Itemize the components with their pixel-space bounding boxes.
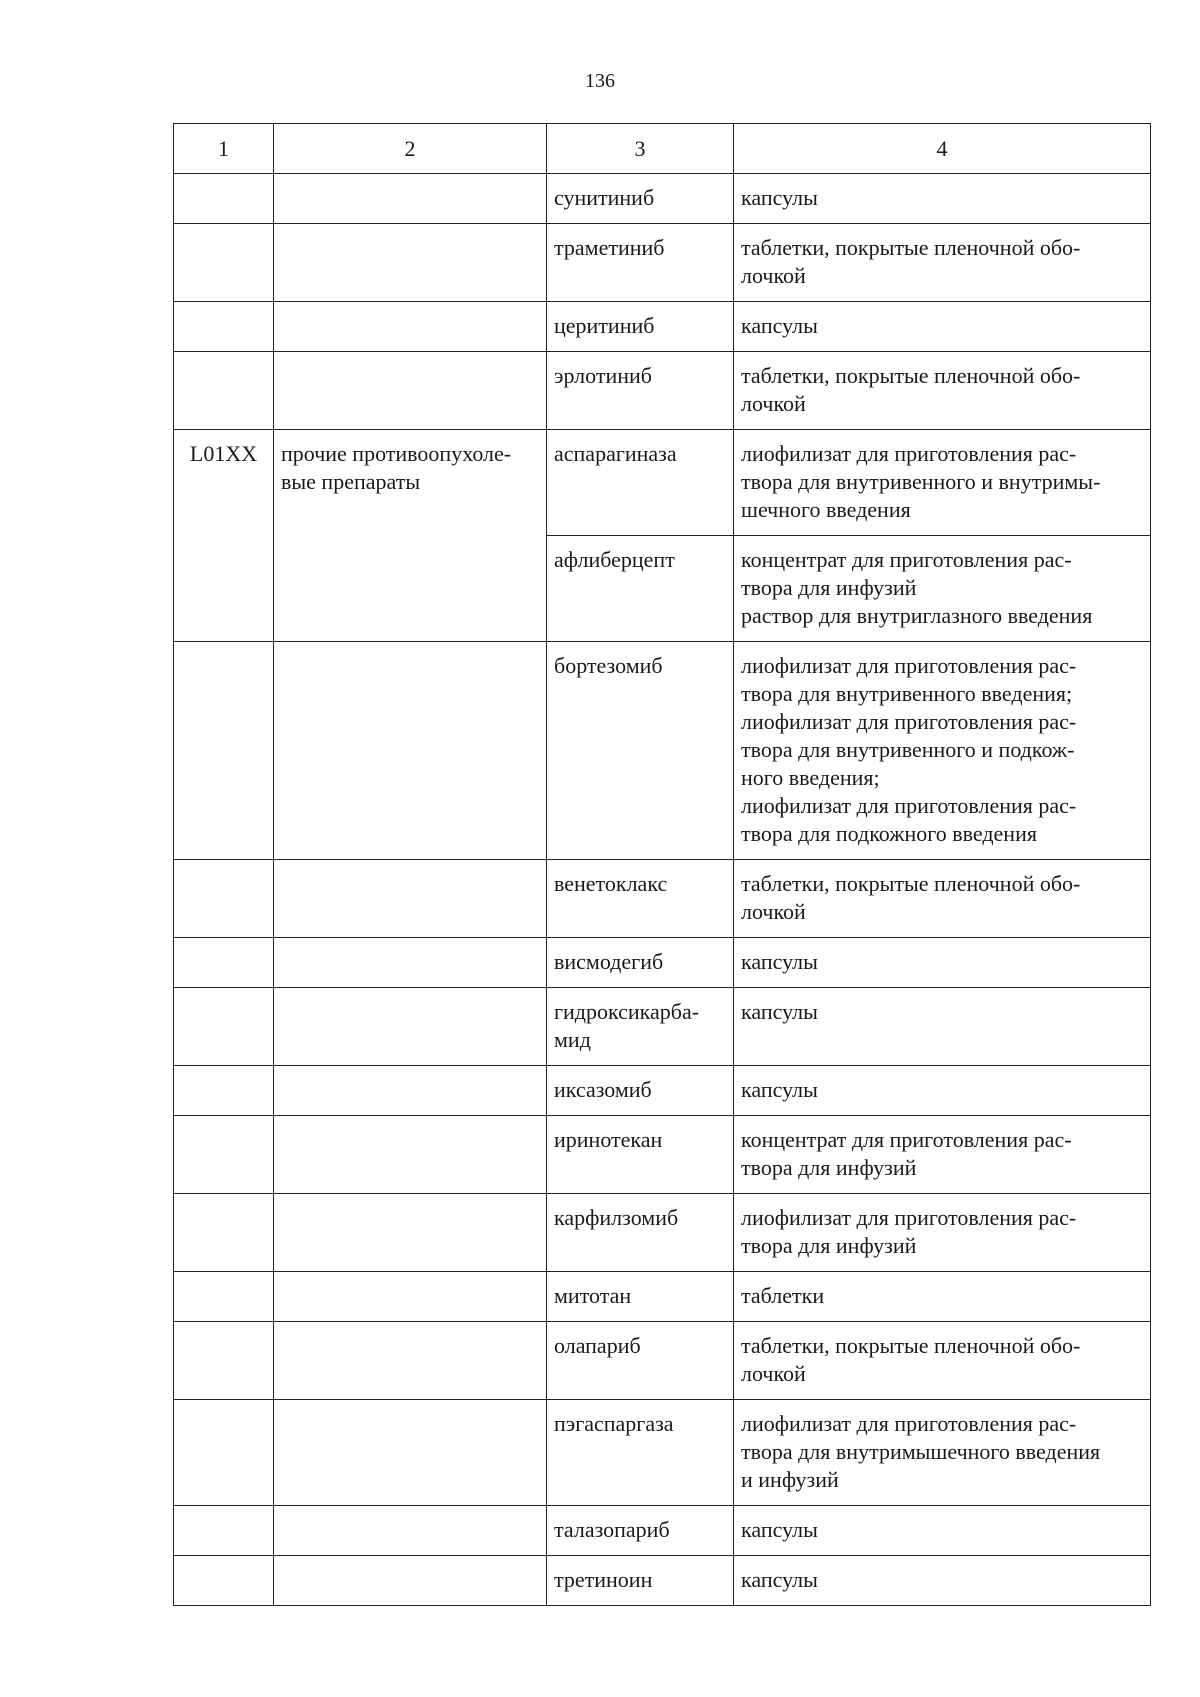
- dosage-form-line: лиофилизат для приготовления рас-: [741, 441, 1077, 466]
- dosage-form-line: лиофилизат для приготовления рас-: [741, 1411, 1077, 1436]
- page-number: 136: [585, 70, 615, 92]
- dosage-form-line: лочкой: [741, 1361, 806, 1386]
- dosage-form-line: капсулы: [741, 313, 818, 338]
- dosage-form-cell: [734, 1066, 1151, 1116]
- dosage-form-line: лочкой: [741, 899, 806, 924]
- drug-name-cell: траметиниб: [547, 224, 734, 302]
- drug-name-cell: афлиберцепт: [547, 536, 734, 642]
- dosage-form-cell: [734, 1400, 1151, 1506]
- dosage-form-line: капсулы: [741, 949, 818, 974]
- dosage-form-cell: [734, 938, 1151, 988]
- dosage-form-line: таблетки, покрытые пленочной обо-: [741, 1333, 1081, 1358]
- dosage-form-line: таблетки: [741, 1283, 825, 1308]
- dosage-form-line: лочкой: [741, 391, 806, 416]
- drug-name-cell: висмодегиб: [547, 938, 734, 988]
- dosage-form-line: лиофилизат для приготовления рас-: [741, 1205, 1077, 1230]
- dosage-form-line: концентрат для приготовления рас-: [741, 547, 1072, 572]
- atc-code-cell: [174, 1506, 274, 1556]
- drug-name-line: гидроксикарба-: [554, 999, 700, 1024]
- dosage-form-line: и инфузий: [741, 1467, 839, 1492]
- dosage-form-cell: [734, 352, 1151, 430]
- group-name-cell: [274, 1066, 547, 1116]
- group-name-cell: [274, 1116, 547, 1194]
- dosage-form-cell: [734, 1116, 1151, 1194]
- drug-name-cell: карфилзомиб: [547, 1194, 734, 1272]
- drug-name-cell: иксазомиб: [547, 1066, 734, 1116]
- group-name-cell: [274, 988, 547, 1066]
- atc-code-cell: [174, 352, 274, 430]
- dosage-form-cell: [734, 1272, 1151, 1322]
- dosage-form-cell: [734, 430, 1151, 536]
- dosage-form-line: твора для инфузий: [741, 1233, 917, 1258]
- drug-name-cell: эрлотиниб: [547, 352, 734, 430]
- table-row: [174, 860, 1151, 938]
- table-row: [174, 938, 1151, 988]
- atc-code-cell: [174, 988, 274, 1066]
- column-number-2: 2: [274, 124, 547, 174]
- group-name-cell: [274, 224, 547, 302]
- drug-name-cell: иринотекан: [547, 1116, 734, 1194]
- table-row: [174, 302, 1151, 352]
- group-name-cell: [274, 1506, 547, 1556]
- header-row: [174, 124, 1151, 174]
- atc-code-cell: [174, 174, 274, 224]
- atc-code-cell: [174, 860, 274, 938]
- dosage-form-cell: [734, 536, 1151, 642]
- dosage-form-line: твора для внутривенного введения;: [741, 681, 1073, 706]
- atc-code-cell: [174, 938, 274, 988]
- drug-name-cell: аспарагиназа: [547, 430, 734, 536]
- dosage-form-line: лиофилизат для приготовления рас-: [741, 709, 1077, 734]
- table-row: [174, 1556, 1151, 1606]
- dosage-form-cell: [734, 1194, 1151, 1272]
- table-row: [174, 1322, 1151, 1400]
- table-row: [174, 174, 1151, 224]
- atc-code-cell: [174, 1400, 274, 1506]
- dosage-form-line: капсулы: [741, 1567, 818, 1592]
- dosage-form-line: ного введения;: [741, 765, 880, 790]
- table-row: [174, 352, 1151, 430]
- dosage-form-line: капсулы: [741, 1517, 818, 1542]
- drug-name-cell: [547, 988, 734, 1066]
- drug-name-cell: митотан: [547, 1272, 734, 1322]
- drug-name-line: мид: [554, 1027, 591, 1052]
- dosage-form-cell: [734, 174, 1151, 224]
- dosage-form-line: таблетки, покрытые пленочной обо-: [741, 235, 1081, 260]
- atc-code-cell: [174, 224, 274, 302]
- column-number-4: 4: [734, 124, 1151, 174]
- group-name-cell: [274, 938, 547, 988]
- dosage-form-line: твора для инфузий: [741, 575, 917, 600]
- group-name-line: прочие противоопухоле-: [281, 441, 512, 466]
- drug-name-cell: бортезомиб: [547, 642, 734, 860]
- atc-code-cell: [174, 302, 274, 352]
- dosage-form-line: концентрат для приготовления рас-: [741, 1127, 1072, 1152]
- group-name-cell: [274, 1556, 547, 1606]
- group-name-cell: [274, 430, 547, 642]
- column-number-3: 3: [547, 124, 734, 174]
- dosage-form-line: лиофилизат для приготовления рас-: [741, 793, 1077, 818]
- atc-code-cell: [174, 1194, 274, 1272]
- column-number-1: 1: [174, 124, 274, 174]
- dosage-form-cell: [734, 642, 1151, 860]
- dosage-form-cell: [734, 1556, 1151, 1606]
- table-row: [174, 642, 1151, 860]
- atc-code-cell: [174, 1272, 274, 1322]
- dosage-form-cell: [734, 224, 1151, 302]
- atc-code-cell: [174, 1066, 274, 1116]
- drug-name-cell: церитиниб: [547, 302, 734, 352]
- group-name-cell: [274, 860, 547, 938]
- table-row: [174, 1272, 1151, 1322]
- dosage-form-line: капсулы: [741, 185, 818, 210]
- dosage-form-cell: [734, 1506, 1151, 1556]
- group-name-cell: [274, 302, 547, 352]
- table-body: [174, 124, 1151, 1606]
- dosage-form-line: твора для внутривенного и внутримы-: [741, 469, 1101, 494]
- drug-name-cell: сунитиниб: [547, 174, 734, 224]
- drug-name-cell: венетоклакс: [547, 860, 734, 938]
- group-name-cell: [274, 642, 547, 860]
- atc-code-cell: [174, 1322, 274, 1400]
- dosage-form-line: капсулы: [741, 1077, 818, 1102]
- table-row: [174, 1066, 1151, 1116]
- dosage-form-line: шечного введения: [741, 497, 911, 522]
- group-name-cell: [274, 1272, 547, 1322]
- dosage-form-line: твора для инфузий: [741, 1155, 917, 1180]
- dosage-form-line: твора для внутримышечного введения: [741, 1439, 1101, 1464]
- group-name-cell: [274, 1400, 547, 1506]
- dosage-form-line: капсулы: [741, 999, 818, 1024]
- drug-name-cell: пэгаспаргаза: [547, 1400, 734, 1506]
- drug-name-cell: талазопариб: [547, 1506, 734, 1556]
- dosage-form-line: таблетки, покрытые пленочной обо-: [741, 363, 1081, 388]
- dosage-form-line: твора для подкожного введения: [741, 821, 1037, 846]
- table-row: [174, 988, 1151, 1066]
- table-row: [174, 1506, 1151, 1556]
- dosage-form-cell: [734, 860, 1151, 938]
- drug-table: [173, 123, 1151, 1606]
- dosage-form-cell: [734, 1322, 1151, 1400]
- dosage-form-line: лочкой: [741, 263, 806, 288]
- dosage-form-cell: [734, 302, 1151, 352]
- table-row: [174, 224, 1151, 302]
- drug-name-cell: третиноин: [547, 1556, 734, 1606]
- group-name-cell: [274, 174, 547, 224]
- atc-code-cell: L01XX: [174, 430, 274, 642]
- group-name-line: вые препараты: [281, 469, 421, 494]
- atc-code-cell: [174, 642, 274, 860]
- dosage-form-cell: [734, 988, 1151, 1066]
- table-row: [174, 430, 1151, 536]
- drug-name-cell: олапариб: [547, 1322, 734, 1400]
- group-name-cell: [274, 1194, 547, 1272]
- dosage-form-line: твора для внутривенного и подкож-: [741, 737, 1075, 762]
- table-row: [174, 1400, 1151, 1506]
- table-row: [174, 1194, 1151, 1272]
- dosage-form-line: таблетки, покрытые пленочной обо-: [741, 871, 1081, 896]
- atc-code-cell: [174, 1116, 274, 1194]
- group-name-cell: [274, 1322, 547, 1400]
- atc-code-cell: [174, 1556, 274, 1606]
- table-row: [174, 1116, 1151, 1194]
- dosage-form-line: лиофилизат для приготовления рас-: [741, 653, 1077, 678]
- dosage-form-line: раствор для внутриглазного введения: [741, 603, 1093, 628]
- group-name-cell: [274, 352, 547, 430]
